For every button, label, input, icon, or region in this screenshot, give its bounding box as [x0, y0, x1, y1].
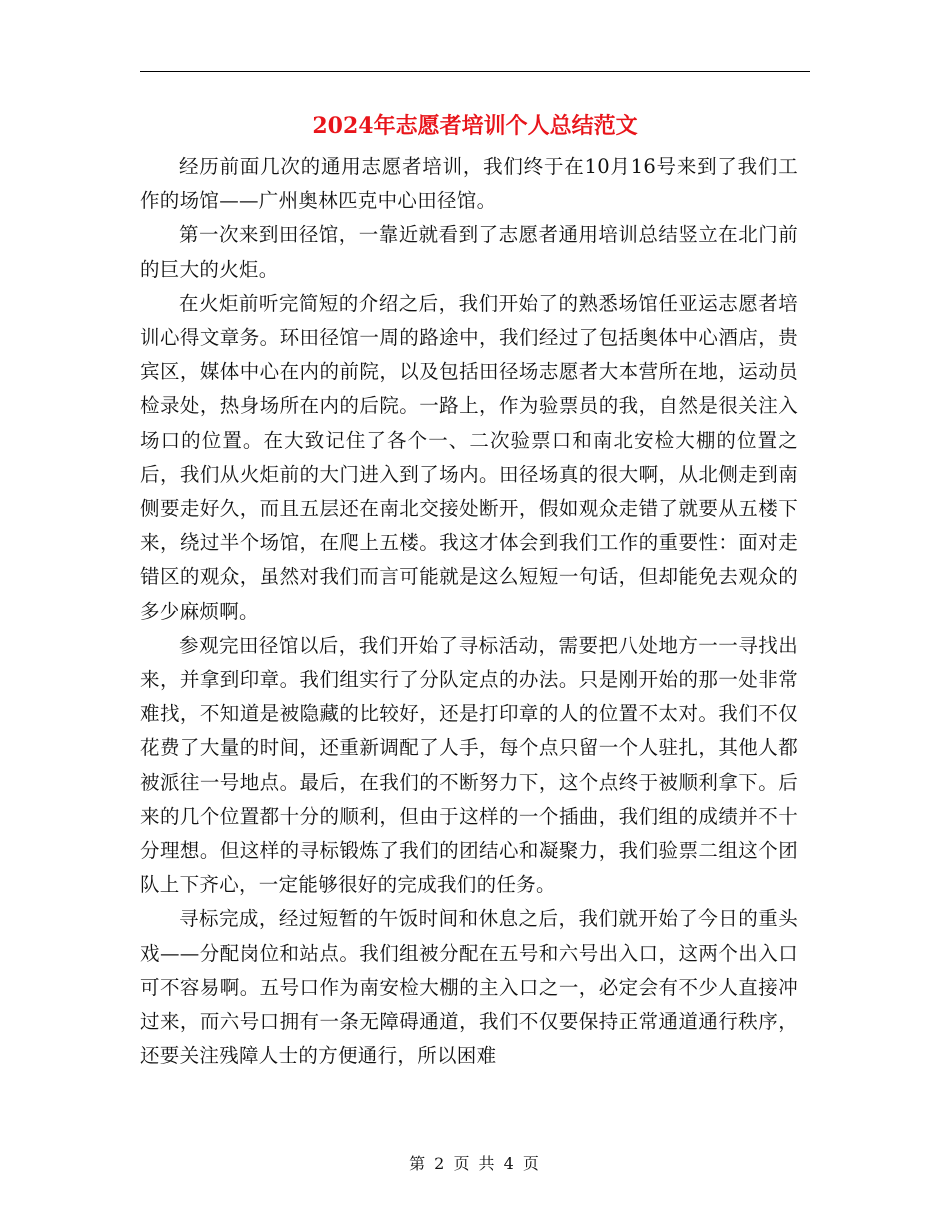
document-body: [140, 150, 798, 1073]
page-number-footer: 第 2 页 共 4 页: [409, 1154, 541, 1173]
paragraph: 经历前面几次的通用志愿者培训，我们终于在10月16号来到了我们工作的场馆——广州奥林匹克中心田径馆。: [140, 155, 798, 213]
header-rule: [140, 71, 810, 72]
document-title: 2024年志愿者培训个人总结范文: [312, 113, 638, 139]
paragraph: 在火炬前听完简短的介绍之后，我们开始了的熟悉场馆任亚运志愿者培训心得文章务。环田径馆一周的路途中，我们经过了包括奥体中心酒店，贵宾区，媒体中心在内的前院，以及包括田径场志愿者大本营所在地，运动员检录处，热身场所在内的后院。一路上，作为验票员的我，自然是很关注入场口的位置。在大致记住了各个一、二次验票口和南北安检大棚的位置之后，我们从火炬前的大门进入到了场内。田径场真的很大啊，从北侧走到南侧要走好久，而且五层还在南北交接处断开，假如观众走错了就要从五楼下来，绕过半个场馆，在爬上五楼。我这才体会到我们工作的重要性：面对走错区的观众，虽然对我们而言可能就是这么短短一句话，但却能免去观众的多少麻烦啊。: [140, 291, 798, 623]
paragraph: 寻标完成，经过短暂的午饭时间和休息之后，我们就开始了今日的重头戏——分配岗位和站点。我们组被分配在五号和六号出入口，这两个出入口可不容易啊。五号口作为南安检大棚的主入口之一，必定会有不少人直接冲过来，而六号口拥有一条无障碍通道，我们不仅要保持正常通道通行秩序，还要关注残障人士的方便通行，所以困难: [140, 907, 798, 1068]
paragraph: 第一次来到田径馆，一靠近就看到了志愿者通用培训总结竖立在北门前的巨大的火炬。: [140, 223, 798, 281]
paragraph: 参观完田径馆以后，我们开始了寻标活动，需要把八处地方一一寻找出来，并拿到印章。我们组实行了分队定点的办法。只是刚开始的那一处非常难找，不知道是被隐藏的比较好，还是打印章的人的位置不太对。我们不仅花费了大量的时间，还重新调配了人手，每个点只留一个人驻扎，其他人都被派往一号地点。最后，在我们的不断努力下，这个点终于被顺利拿下。后来的几个位置都十分的顺利，但由于这样的一个插曲，我们组的成绩并不十分理想。但这样的寻标锻炼了我们的团结心和凝聚力，我们验票二组这个团队上下齐心，一定能够很好的完成我们的任务。: [140, 633, 798, 897]
